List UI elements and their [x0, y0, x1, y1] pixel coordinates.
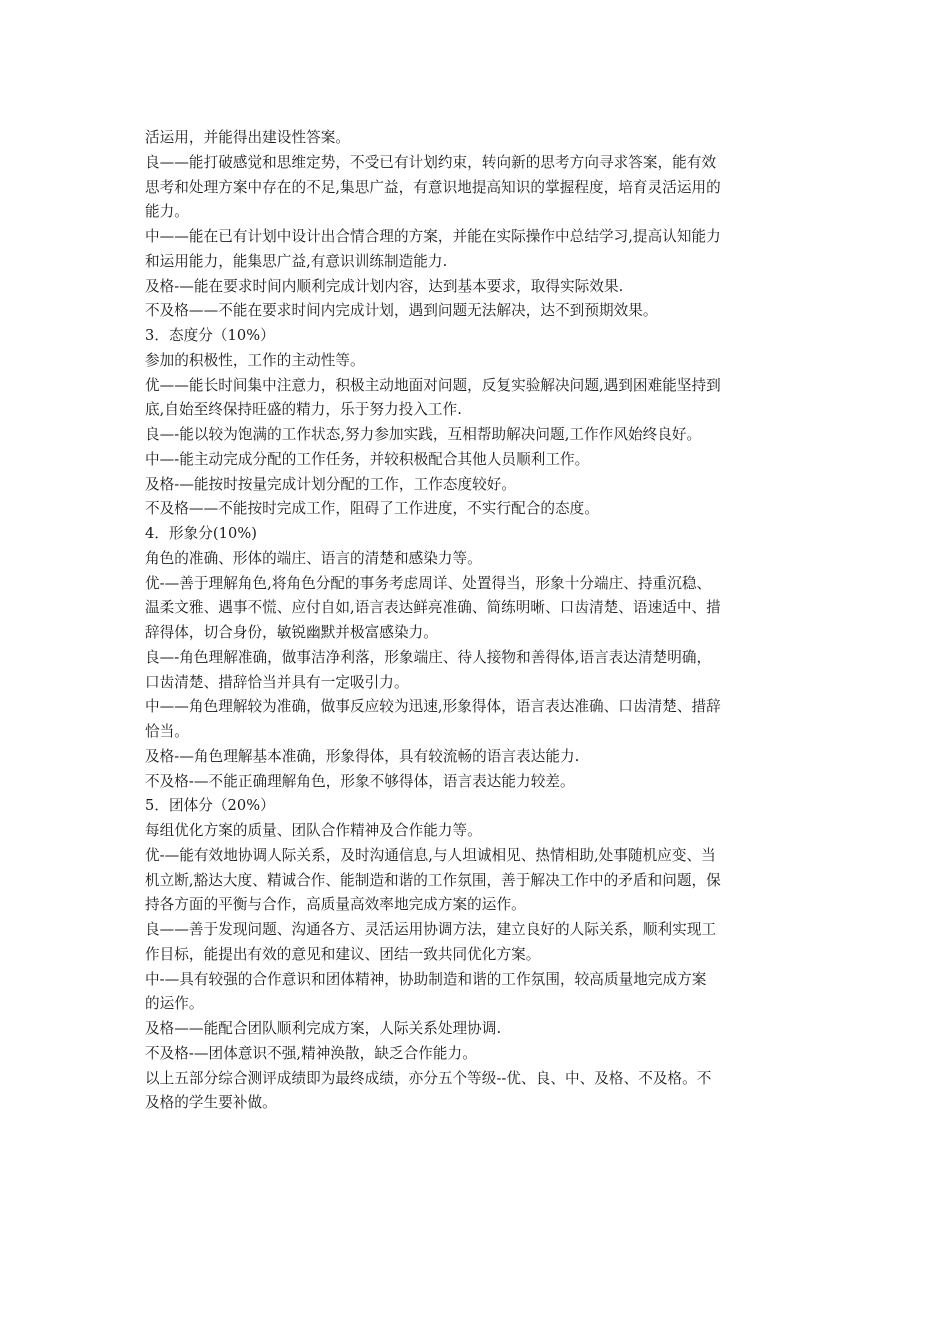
text-line: 及格——能配合团队顺利完成方案，人际关系处理协调. [145, 1020, 502, 1037]
text-line: 活运用，并能得出建设性答案。 [145, 129, 351, 146]
text-line: 角色的准确、形体的端庄、语言的清楚和感染力等。 [145, 549, 482, 567]
document-body [145, 126, 815, 1116]
text-line: 作目标，能提出有效的意见和建议、团结一致共同优化方案。 [145, 945, 541, 963]
text-line: 以上五部分综合测评成绩即为最终成绩，亦分五个等级--优、良、中、及格、不及格。不 [145, 1069, 712, 1087]
text-line: 中-—具有较强的合作意识和团体精神，协助制造和谐的工作氛围，较高质量地完成方案 [145, 970, 707, 988]
text-line: 不及格——不能在要求时间内完成计划，遇到问题无法解决，达不到预期效果。 [145, 302, 658, 320]
text-line: 良——能打破感觉和思维定势，不受已有计划约束，转向新的思考方向寻求答案，能有效 [145, 153, 717, 171]
text-line: 每组优化方案的质量、团队合作精神及合作能力等。 [145, 822, 482, 839]
text-line: 良——善于发现问题、沟通各方、灵活运用协调方法，建立良好的人际关系，顺利实现工 [145, 921, 717, 938]
text-line: 良—-角色理解准确，做事洁净利落，形象端庄、待人接物和善得体,语言表达清楚明确， [145, 648, 712, 666]
text-line: 参加的积极性，工作的主动性等。 [145, 351, 365, 369]
section-heading-attitude: 3．态度分（10%） [145, 327, 275, 344]
text-line: 优-—能有效地协调人际关系，及时沟通信息,与人坦诚相见、热情相助,处事随机应变、当 [145, 846, 716, 864]
text-line: 中——能在已有计划中设计出合情合理的方案，并能在实际操作中总结学习,提高认知能力 [145, 228, 721, 245]
text-line: 底,自始至终保持旺盛的精力，乐于努力投入工作. [145, 401, 462, 419]
text-line: 机立断,豁达大度、精诚合作、能制造和谐的工作氛围，善于解决工作中的矛盾和问题，保 [145, 871, 721, 889]
text-line: 能力。 [145, 203, 189, 221]
text-line: 和运用能力，能集思广益,有意识训练制造能力. [145, 252, 448, 270]
text-line: 中——角色理解较为准确，做事反应较为迅速,形象得体，语言表达准确、口齿清楚、措辞 [145, 698, 721, 716]
section-heading-image: 4．形象分(10%) [145, 525, 257, 542]
text-line: 及格的学生要补做。 [145, 1094, 277, 1112]
text-line: 思考和处理方案中存在的不足,集思广益，有意识地提高知识的掌握程度，培育灵活运用的 [145, 178, 721, 196]
text-line: 口齿清楚、措辞恰当并具有一定吸引力。 [145, 673, 409, 691]
text-line: 辞得体，切合身份，敏锐幽默并极富感染力。 [145, 624, 438, 641]
text-line: 的运作。 [145, 995, 204, 1013]
text-line: 不及格——不能按时完成工作，阻碍了工作进度，不实行配合的态度。 [145, 500, 599, 518]
text-line: 温柔文雅、遇事不慌、应付自如,语言表达鲜亮准确、简练明晰、口齿清楚、语速适中、措 [145, 599, 721, 617]
section-heading-team: 5．团体分（20%） [145, 797, 275, 815]
text-line: 及格-—能按时按量完成计划分配的工作，工作态度较好。 [145, 475, 517, 493]
text-line: 不及格-—团体意识不强,精神涣散，缺乏合作能力。 [145, 1044, 477, 1062]
text-line: 优——能长时间集中注意力，积极主动地面对问题，反复实验解决问题,遇到困难能坚持到 [145, 376, 721, 394]
text-line: 中—-能主动完成分配的工作任务，并较积极配合其他人员顺利工作。 [145, 450, 590, 468]
text-line: 及格-—角色理解基本准确，形象得体，具有较流畅的语言表达能力. [145, 747, 580, 765]
text-line: 及格-—能在要求时间内顺利完成计划内容，达到基本要求，取得实际效果. [145, 277, 624, 295]
text-line: 优-—善于理解角色,将角色分配的事务考虑周详、处置得当，形象十分端庄、持重沉稳、 [145, 574, 712, 592]
text-line: 恰当。 [145, 723, 189, 740]
text-line: 不及格-—不能正确理解角色，形象不够得体，语言表达能力较差。 [145, 772, 575, 790]
text-line: 持各方面的平衡与合作，高质量高效率地完成方案的运作。 [145, 896, 526, 914]
text-line: 良—-能以较为饱满的工作状态,努力参加实践，互相帮助解决问题,工作作风始终良好。 [145, 426, 702, 443]
